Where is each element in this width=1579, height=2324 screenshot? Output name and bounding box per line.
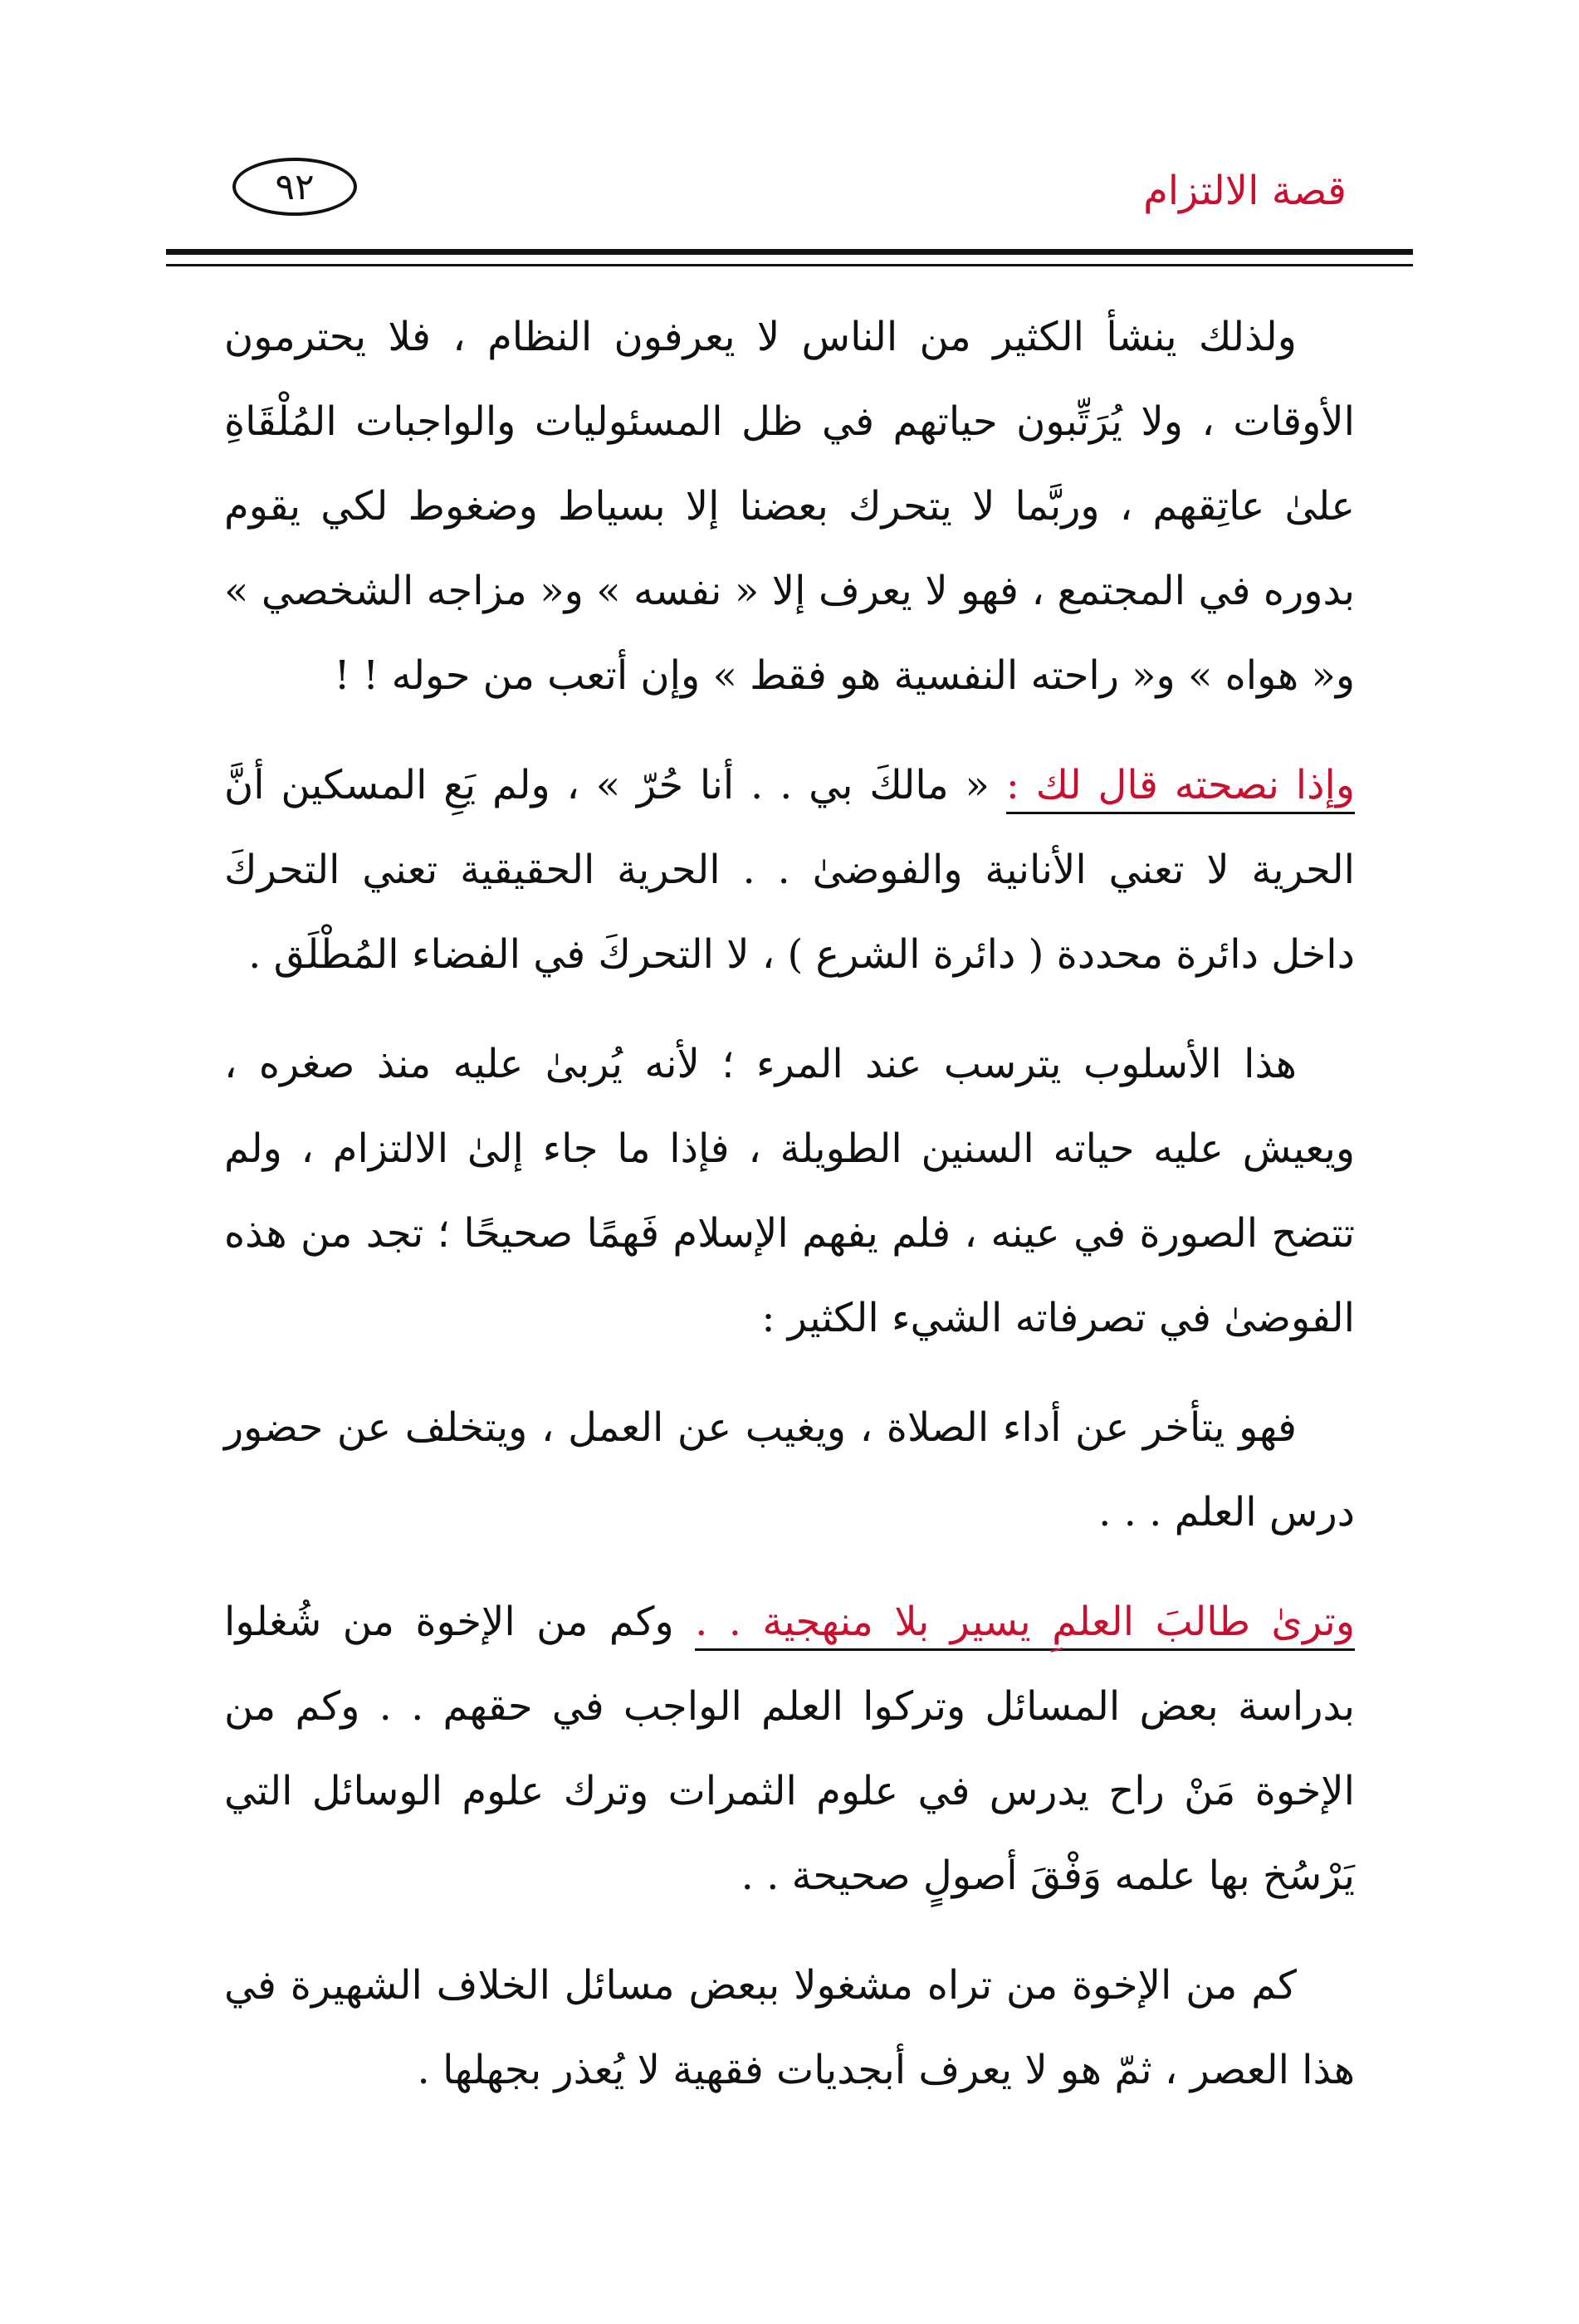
paragraph-2	[224, 743, 1355, 997]
paragraph-text: « مالكَ بي . . أنا حُرّ » ، ولم يَعِ المسكين أنَّ الحرية لا تعني الأنانية والفوضىٰ . . الحرية الحقيقية تعني التحركَ داخل دائرة محددة ( دائرة الشرع ) ، لا التحركَ في الفضاء المُطْلَق .	[224, 762, 1355, 978]
header-rule-thick	[166, 249, 1413, 255]
paragraph-text: فهو يتأخر عن أداء الصلاة ، ويغيب عن العمل ، ويتخلف عن حضور درس العلم . . .	[224, 1404, 1355, 1536]
paragraph-text: وكم من الإخوة من شُغلوا بدراسة بعض المسائل وتركوا العلم الواجب في حقهم . . وكم من الإخوة مَنْ راح يدرس في علوم الثمرات وترك علوم الوسائل التي يَرْسُخ بها علمه وَفْقَ أصولٍ صحيحة . .	[224, 1599, 1355, 1899]
paragraph-text: ولذلك ينشأ الكثير من الناس لا يعرفون النظام ، فلا يحترمون الأوقات ، ولا يُرَتِّبون حياتهم في ظل المسئوليات والواجبات المُلْقَاةِ علىٰ عاتِقهم ، وربَّما لا يتحرك بعضنا إلا بسياط وضغوط لكي يقوم بدوره في المجتمع ، فهو لا يعرف إلا « نفسه » و« مزاجه الشخصي » و« هواه » و« راحته النفسية هو فقط » وإن أتعب من حوله ! !	[224, 314, 1355, 699]
paragraph-3	[224, 1022, 1355, 1360]
paragraph-1	[224, 295, 1355, 718]
header-rule-thin	[166, 264, 1413, 266]
paragraph-text: هذا الأسلوب يترسب عند المرء ؛ لأنه يُربىٰ عليه منذ صغره ، ويعيش عليه حياته السنين الطويلة ، فإذا ما جاء إلىٰ الالتزام ، ولم تتضح الصورة في عينه ، فلم يفهم الإسلام فَهمًا صحيحًا ؛ تجد من هذه الفوضىٰ في تصرفاته الشيء الكثير :	[224, 1041, 1355, 1341]
paragraph-6	[224, 1943, 1355, 2112]
running-title: قصة الالتزام	[1143, 168, 1347, 214]
highlight-phrase: وترىٰ طالبَ العلمِ يسير بلا منهجية . .	[695, 1599, 1355, 1651]
paragraph-5	[224, 1579, 1355, 1918]
paragraph-text: كم من الإخوة من تراه مشغولا ببعض مسائل الخلاف الشهيرة في هذا العصر ، ثمّ هو لا يعرف أبجديات فقهية لا يُعذر بجهلها .	[224, 1962, 1355, 2093]
body-text	[224, 295, 1355, 2137]
page-header	[166, 158, 1413, 257]
page-number: ٩٢	[232, 158, 357, 216]
paragraph-4	[224, 1385, 1355, 1555]
highlight-phrase: وإذا نصحته قال لك :	[1006, 762, 1355, 814]
